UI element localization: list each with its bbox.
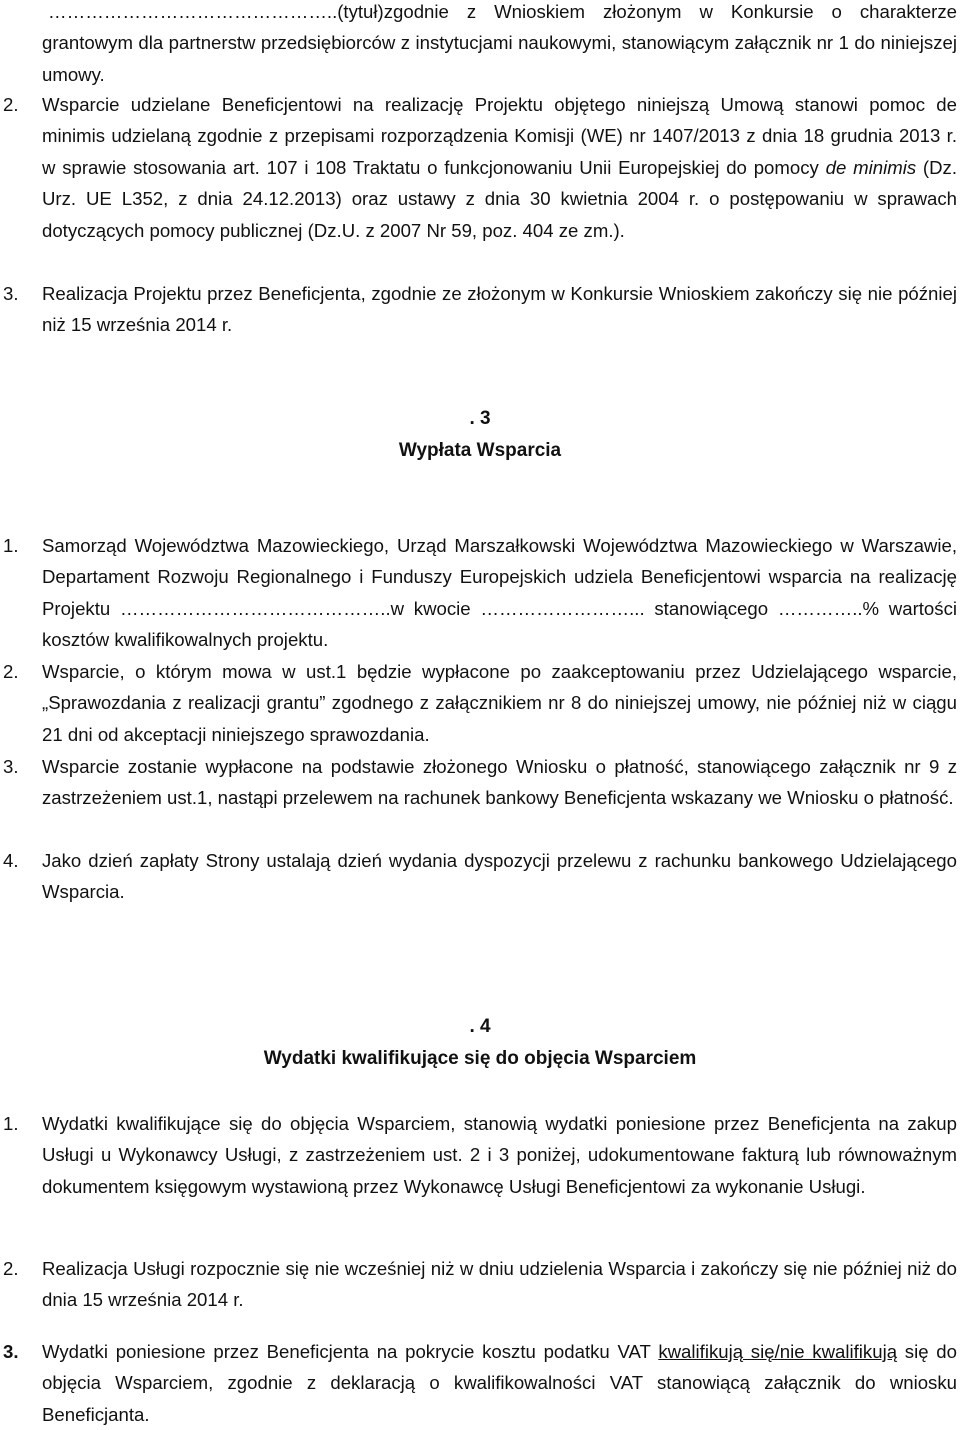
- item-text: Wydatki poniesione przez Beneficjenta na pokrycie kosztu podatku VAT kwalifikują się/nie kwalifikują się do objęcia Wsparciem, zgodnie z deklaracją o kwalifikowalności VAT stanowiącą załącznik do wniosku Beneficjanta.: [42, 1341, 957, 1425]
- item-text: Wsparcie zostanie wypłacone na podstawie złożonego Wniosku o płatność, stanowiącego załącznik nr 9 z zastrzeżeniem ust.1, nastąpi przelewem na rachunek bankowy Beneficjenta wskazany we Wniosku o płatność.: [42, 756, 957, 809]
- list-item: [3, 278, 957, 341]
- item-number: 1.: [3, 535, 19, 556]
- list-item: [3, 656, 957, 750]
- section-number: . 3: [469, 408, 491, 429]
- item-number: 3.: [3, 283, 19, 304]
- item-number: 4.: [3, 850, 19, 871]
- underlined-choice: kwalifikują się/nie kwalifikują: [658, 1341, 898, 1362]
- list-item: [3, 1336, 957, 1430]
- item-text: Samorząd Województwa Mazowieckiego, Urząd Marszałkowski Województwa Mazowieckiego w Warszawie, Departament Rozwoju Regionalnego i Funduszy Europejskich udziela Beneficjentowi wsparcia na realizację Projektu ……………………………………..w kwocie ……………………... stanowiącego …………..% wartości kosztów kwalifikowalnych projektu.: [42, 535, 957, 651]
- item-number: 3.: [3, 1341, 19, 1362]
- item-number: 2.: [3, 94, 19, 115]
- item-number: 3.: [3, 756, 19, 777]
- list-item: [3, 1253, 957, 1316]
- item-text: Realizacja Projektu przez Beneficjenta, zgodnie ze złożonym w Konkursie Wnioskiem zakończy się nie później niż 15 września 2014 r.: [42, 283, 957, 336]
- section-title: Wydatki kwalifikujące się do objęcia Wsparciem: [263, 1048, 697, 1069]
- item-number: 2.: [3, 1258, 19, 1279]
- list-item: [3, 89, 957, 246]
- item-number: 2.: [3, 661, 19, 682]
- item-text: Wsparcie, o którym mowa w ust.1 będzie wypłacone po zaakceptowaniu przez Udzielającego wsparcie, „Sprawozdania z realizacji grantu” zgodnego z załącznikiem nr 8 do niniejszej umowy, nie później niż w ciągu 21 dni od akceptacji niniejszego sprawozdania.: [42, 661, 957, 745]
- intro-paragraph: [42, 0, 957, 90]
- item-text: Realizacja Usługi rozpocznie się nie wcześniej niż w dniu udzielenia Wsparcia i zakończy się nie później niż do dnia 15 września 2014 r.: [42, 1258, 957, 1311]
- section-number: . 4: [469, 1016, 491, 1037]
- list-item: [3, 530, 957, 656]
- list-item: [3, 751, 957, 814]
- item-number: 1.: [3, 1113, 19, 1134]
- item-text: Jako dzień zapłaty Strony ustalają dzień wydania dyspozycji przelewu z rachunku bankowego Udzielającego Wsparcia.: [42, 850, 957, 903]
- list-item: [3, 1108, 957, 1202]
- list-item: [3, 845, 957, 908]
- intro-text: ………………………………………..(tytuł)zgodnie z Wnioskiem złożonym w Konkursie o charakterze grantowym dla partnerstw przedsiębiorców z instytucjami naukowymi, stanowiącym załącznik nr 1 do niniejszej umowy.: [42, 1, 957, 85]
- item-text: Wydatki kwalifikujące się do objęcia Wsparciem, stanowią wydatki poniesione przez Beneficjenta na zakup Usługi u Wykonawcy Usługi, z zastrzeżeniem ust. 2 i 3 poniżej, udokumentowane fakturą lub równoważnym dokumentem księgowym wystawioną przez Wykonawcę Usługi Beneficjentowi za wykonanie Usługi.: [42, 1113, 957, 1197]
- item-text: Wsparcie udzielane Beneficjentowi na realizację Projektu objętego niniejszą Umową stanowi pomoc de minimis udzielaną zgodnie z przepisami rozporządzenia Komisji (WE) nr 1407/2013 z dnia 18 grudnia 2013 r. w sprawie stosowania art. 107 i 108 Traktatu o funkcjonowaniu Unii Europejskiej do pomocy de minimis (Dz. Urz. UE L352, z dnia 24.12.2013) oraz ustawy z dnia 30 kwietnia 2004 r. o postępowaniu w sprawach dotyczących pomocy publicznej (Dz.U. z 2007 Nr 59, poz. 404 ze zm.).: [42, 94, 958, 241]
- section-title: Wypłata Wsparcia: [398, 440, 562, 461]
